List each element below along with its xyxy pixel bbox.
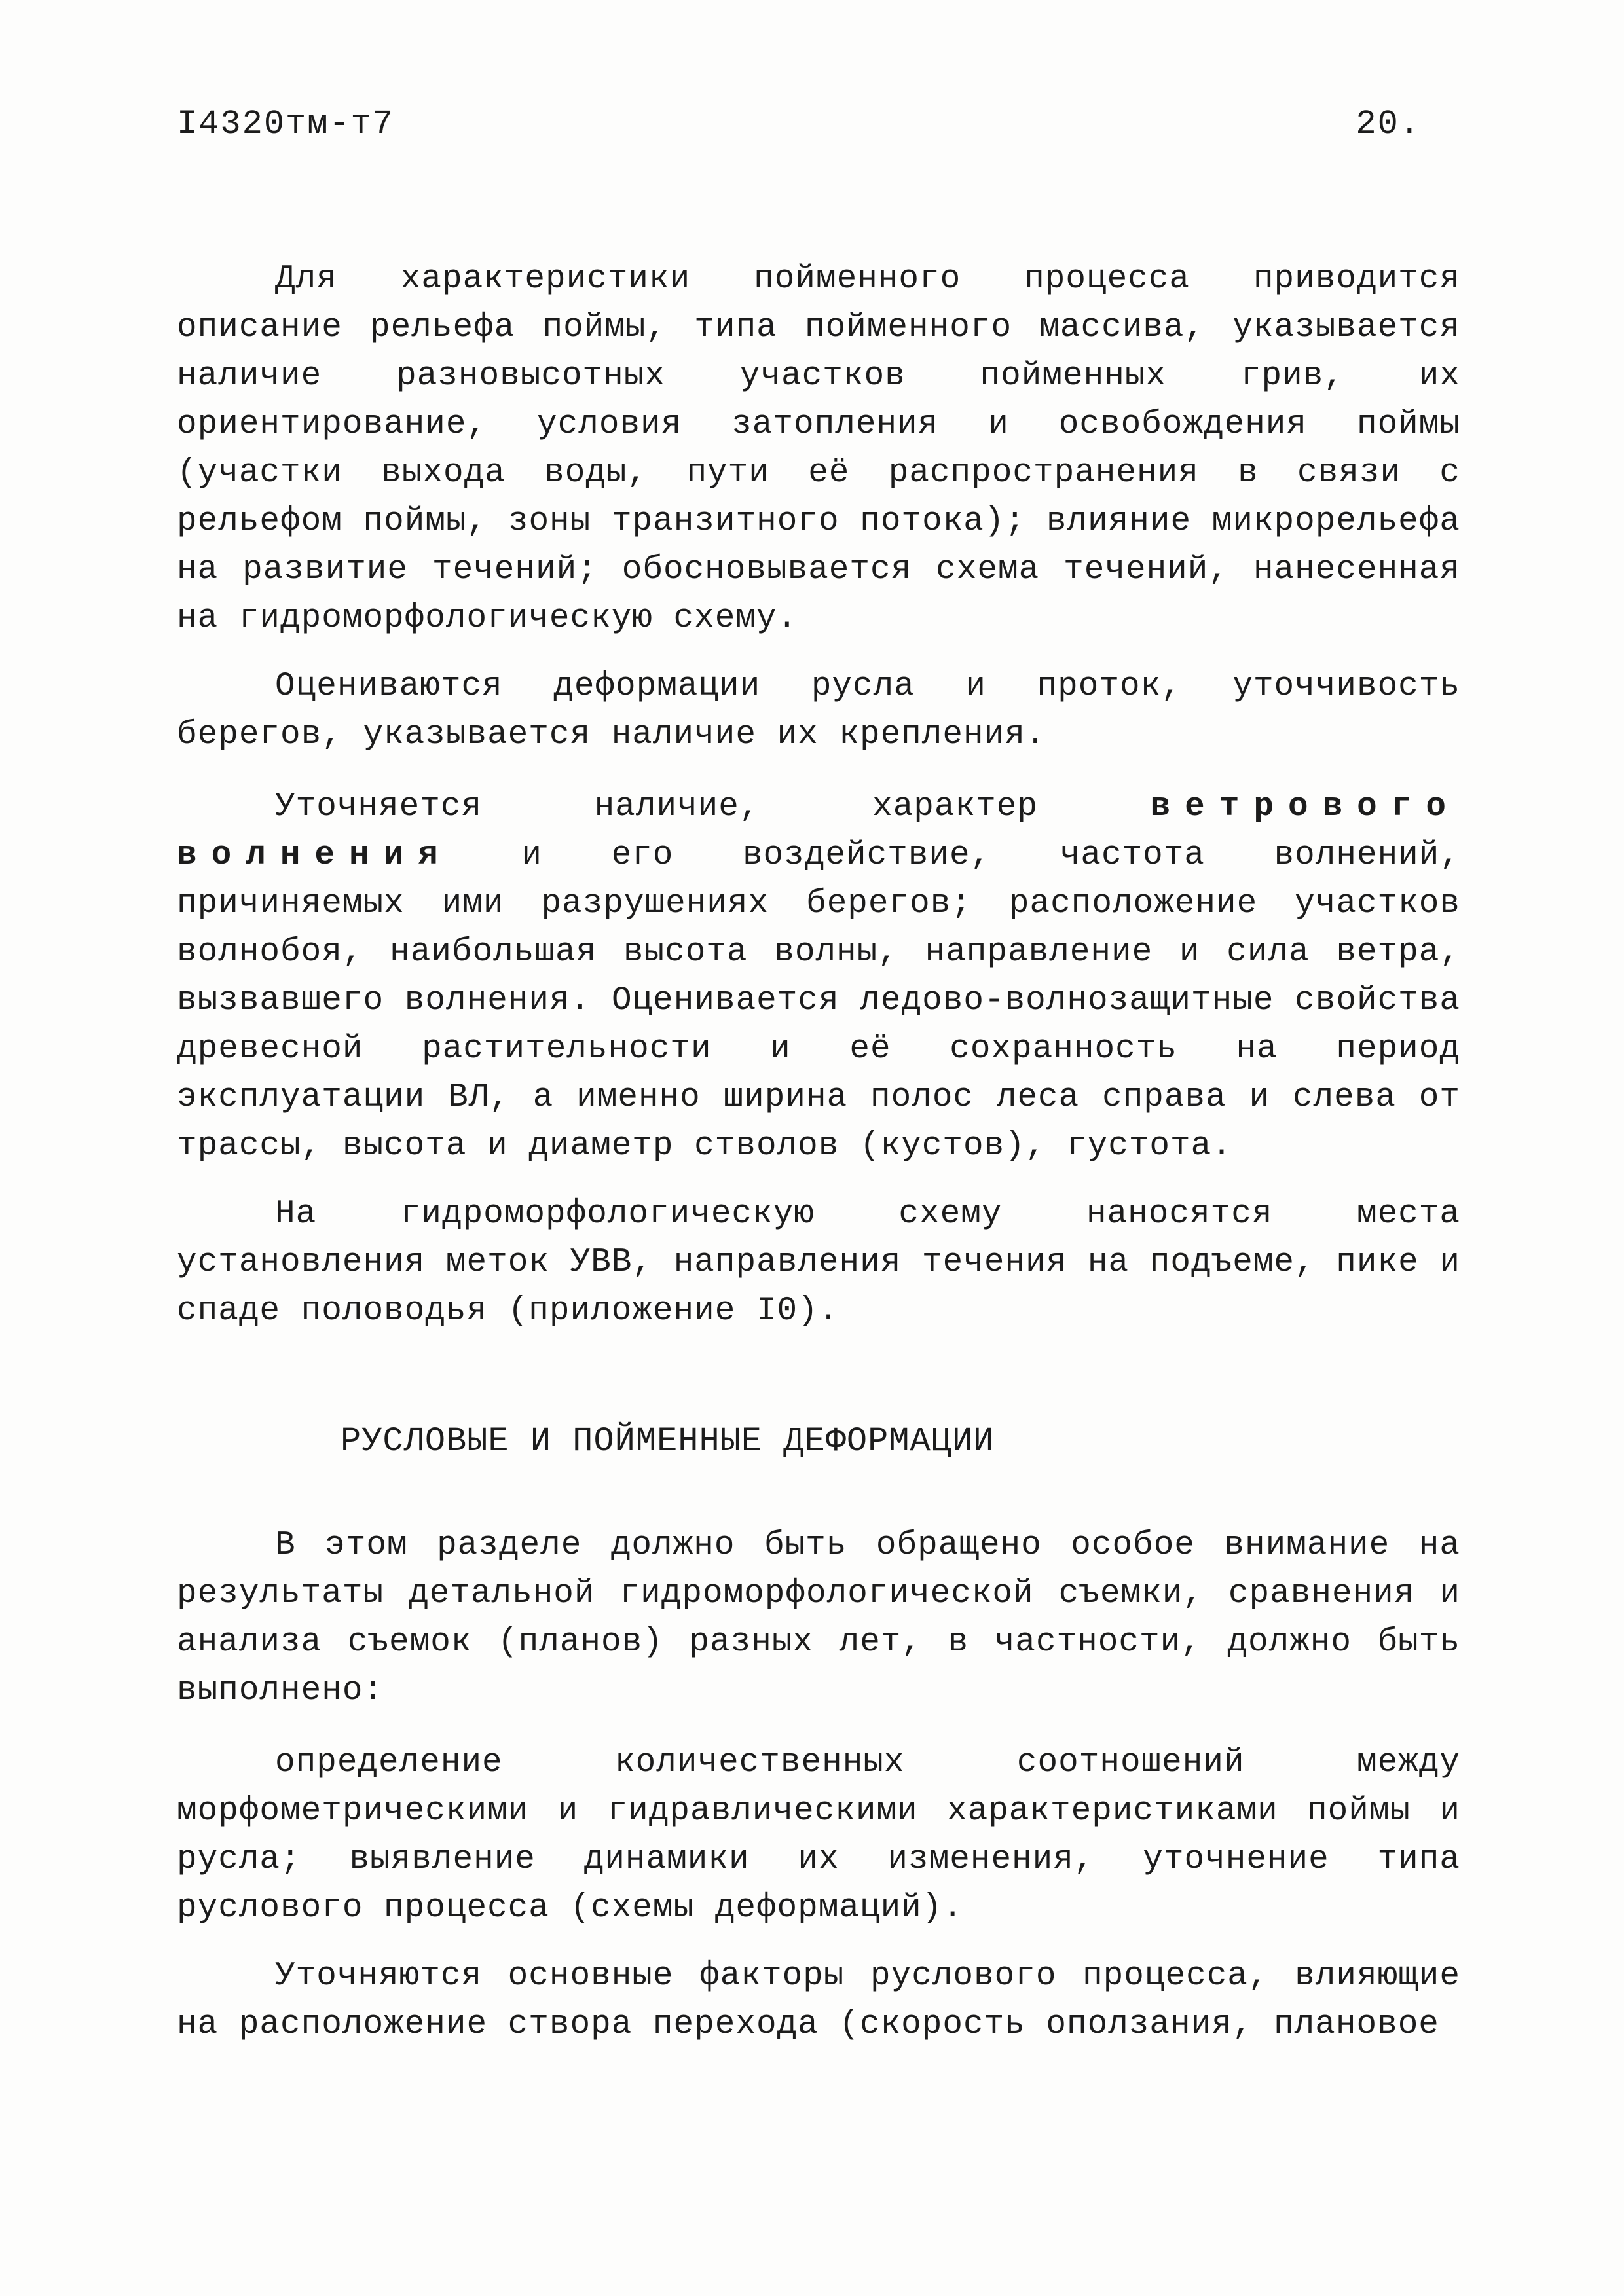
wind-waves-emphasis: ветрового волнения [177,788,1460,874]
paragraph-quantitative-relations: определение количественных соотношений между морфометрическими и гидравлическими характеристиками поймы и русла; выявление динамики их изменения, уточнение типа руслового процесса (схемы деформаций). [177,1744,1460,1927]
document-code: I4320тм-т7 [177,105,395,143]
wind-waves-rest: и его воздействие, частота волнений, причиняемых ими разрушениях берегов; расположение участков волнобоя, наибольшая высота волны, направление и сила ветра, вызвавшего волнения. Оценивается ледово-волнозащитные свойства древесной растительности и её сохранность на период эксплуатации ВЛ, а именно ширина полос леса справа и слева от трассы, высота и диаметр стволов (кустов), густота. [177,837,1460,1165]
paragraph-wind-waves [177,783,1460,1171]
page-number: 20. [1356,105,1421,143]
paragraph-hydromorph-scheme: На гидроморфологическую схему наносятся места установления меток УВВ, направления течения на подъеме, пике и спаде половодья (приложение I0). [177,1195,1460,1330]
paragraph-floodplain-process: Для характеристики пойменного процесса приводится описание рельефа поймы, типа пойменного массива, указывается наличие разновысотных участков пойменных грив, их ориентирование, условия затопления и освобождения поймы (участки выхода воды, пути её распространения в связи с рельефом поймы, зоны транзитного потока); влияние микрорельефа на развитие течений; обосновывается схема течений, нанесенная на гидроморфологическую схему. [177,261,1460,637]
document-body [177,255,1460,2049]
paragraph-channel-factors: Уточняются основные факторы руслового процесса, влияющие на расположение створа перехода (скорость оползания, плановое [177,1958,1460,2043]
page-header [177,105,1421,157]
paragraph-section-intro: В этом разделе должно быть обращено особое внимание на результаты детальной гидроморфологической съемки, сравнения и анализа съемок (планов) разных лет, в частности, должно быть выполнено: [177,1527,1460,1709]
wind-waves-intro: Уточняется наличие, характер [275,788,1038,826]
section-title: РУСЛОВЫЕ И ПОЙМЕННЫЕ ДЕФОРМАЦИИ [341,1422,995,1461]
paragraph-channel-deformations: Оцениваются деформации русла и проток, уточчивость берегов, указывается наличие их крепления. [177,668,1460,754]
